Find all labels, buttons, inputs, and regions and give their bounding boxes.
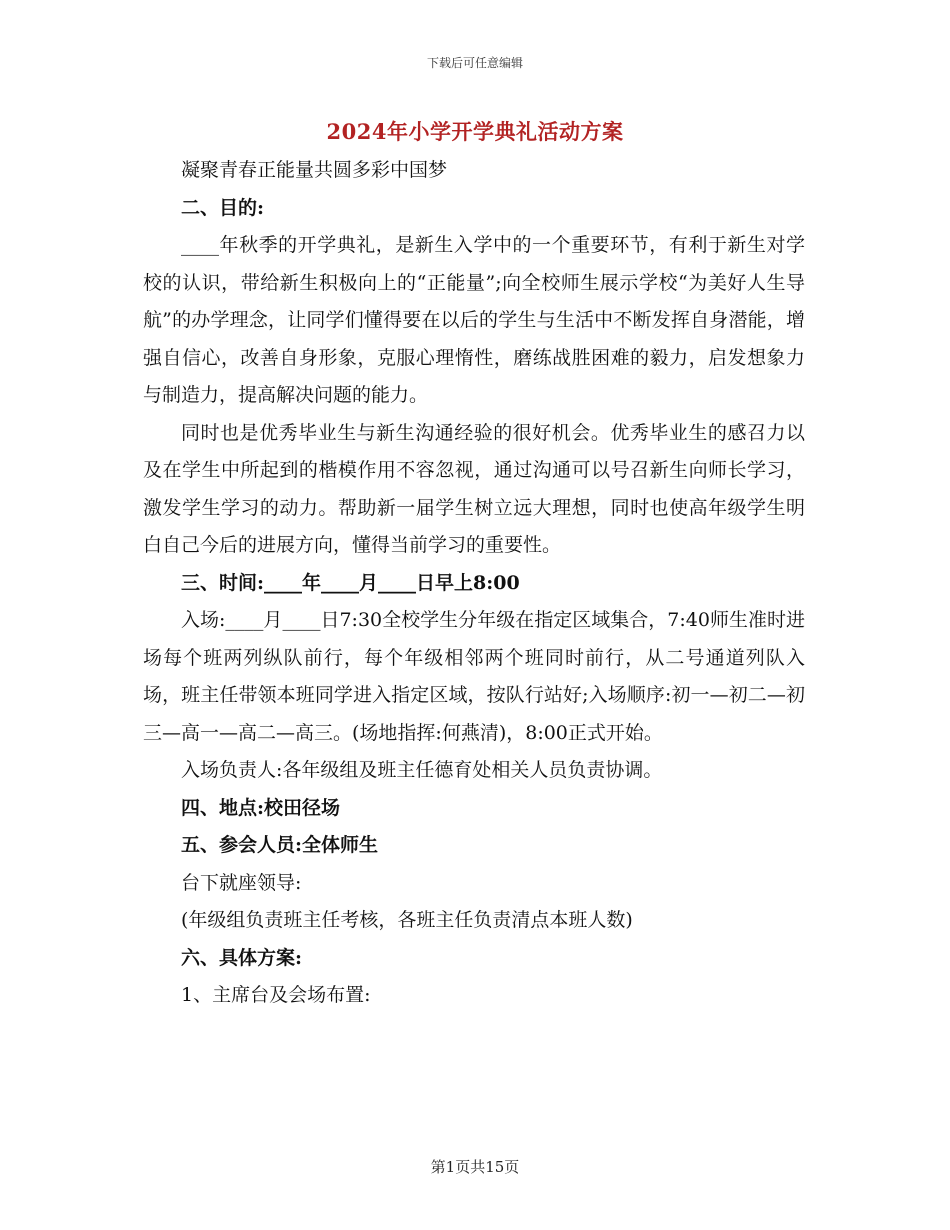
page-footer: 第1页共15页 [430, 1158, 520, 1176]
subtitle-paragraph: 凝聚青春正能量共圆多彩中国梦 [181, 159, 448, 181]
list-item: 1、主席台及会场布置: [181, 984, 371, 1006]
body-paragraph: 台下就座领导: [181, 871, 302, 894]
body-paragraph: 同时也是优秀毕业生与新生沟通经验的很好机会。优秀毕业生的感召力以及在学生中所起到的楷模作用不容忽视，通过沟通可以号召新生向师长学习，激发学生学习的动力。帮助新一届学生树立远大理想，同时也使高年级学生明白自己今后的进展方向，懂得当前学习的重要性。 [143, 421, 805, 556]
body-paragraph: (年级组负责班主任考核，各班主任负责清点本班人数) [181, 909, 633, 931]
section-heading-attendees: 五、参会人员:全体师生 [181, 834, 379, 856]
section-heading-purpose: 二、目的: [181, 196, 265, 219]
section-heading-location: 四、地点:校田径场 [181, 796, 341, 819]
body-paragraph: 入场负责人:各年级组及班主任德育处相关人员负责协调。 [181, 759, 663, 781]
section-heading-time: 三、时间:____年____月____日早上8:00 [181, 571, 520, 594]
document-body [143, 152, 805, 1015]
body-paragraph: 入场:____月____日7:30全校学生分年级在指定区域集合，7:40师生准时进场每个班两列纵队前行，每个年级相邻两个班同时前行，从二号通道列队入场，班主任带领本班同学进入指定区域，按队行站好;入场顺序:初一—初二—初三—高一—高二—高三。(场地指挥:何燕清)，8:00正式开始。 [143, 609, 805, 744]
page-header: 下载后可任意编辑 [426, 56, 523, 70]
document-title: 2024年小学开学典礼活动方案 [326, 119, 624, 144]
body-paragraph: ____年秋季的开学典礼，是新生入学中的一个重要环节，有利于新生对学校的认识，带给新生积极向上的“正能量”;向全校师生展示学校“为美好人生导航”的办学理念，让同学们懂得要在以后的学生与生活中不断发挥自身潜能，增强自信心，改善自身形象，克服心理惰性，磨练战胜困难的毅力，启发想象力与制造力，提高解决问题的能力。 [143, 234, 805, 406]
section-heading-plan: 六、具体方案: [181, 946, 303, 969]
